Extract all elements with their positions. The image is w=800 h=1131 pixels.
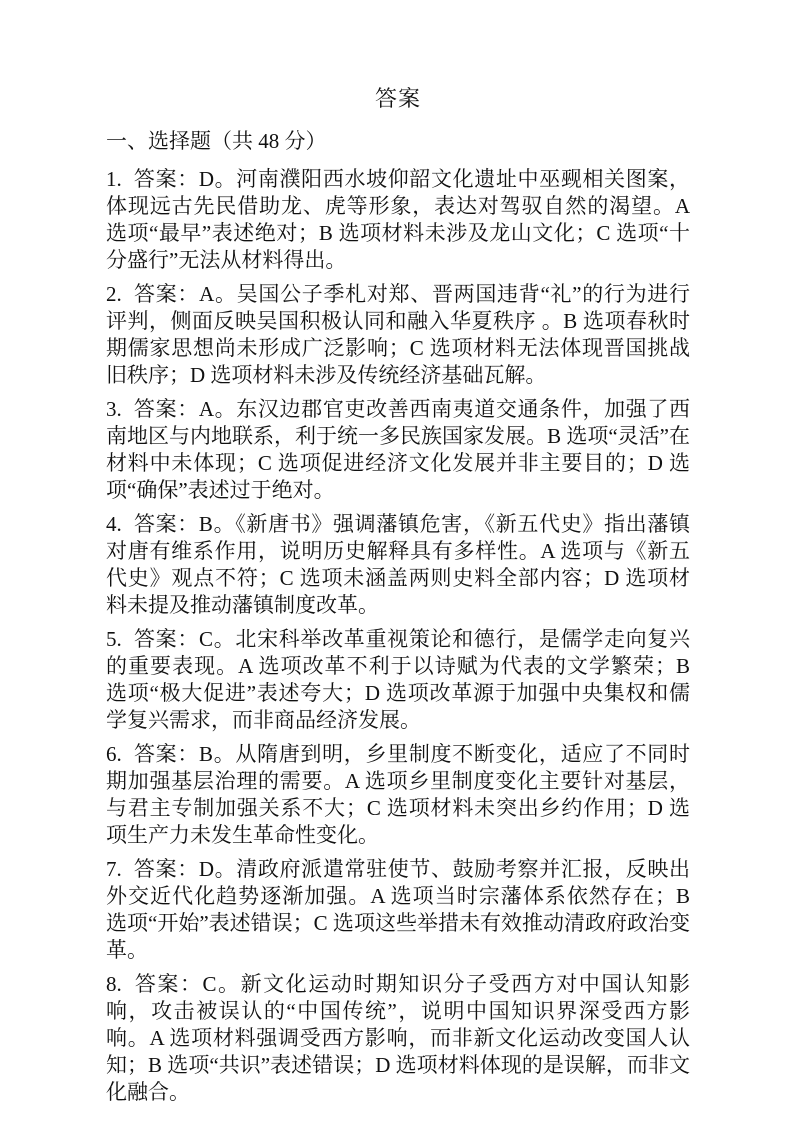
answer-text: 答案：C。新文化运动时期知识分子受西方对中国认知影响，攻击被误认的“中国传统”，说明中国知识界深受西方影响。A 选项材料强调受西方影响，而非新文化运动改变国人认知；B 选项“共识”表述错误；D 选项材料体现的是误解，而非文化融合。 — [106, 972, 690, 1104]
answer-text: 答案：A。东汉边郡官吏改善西南夷道交通条件，加强了西南地区与内地联系，利于统一多民族国家发展。B 选项“灵活”在材料中未体现；C 选项促进经济文化发展并非主要目的；D 选项“确保”表述过于绝对。 — [106, 397, 690, 502]
answer-item — [106, 511, 690, 619]
answer-item — [106, 626, 690, 734]
answer-item — [106, 166, 690, 274]
answer-text: 答案：D。清政府派遣常驻使节、鼓励考察并汇报，反映出外交近代化趋势逐渐加强。A 选项当时宗藩体系依然存在；B 选项“开始”表述错误；C 选项这些举措未有效推动清政府政治变革。 — [106, 857, 690, 962]
answer-item — [106, 396, 690, 504]
answer-text: 答案：D。河南濮阳西水坡仰韶文化遗址中巫觋相关图案，体现远古先民借助龙、虎等形象，表达对驾驭自然的渴望。A 选项“最早”表述绝对；B 选项材料未涉及龙山文化；C 选项“十分盛行”无法从材料得出。 — [106, 167, 690, 272]
answer-text: 答案：C。北宋科举改革重视策论和德行，是儒学走向复兴的重要表现。A 选项改革不利于以诗赋为代表的文学繁荣；B 选项“极大促进”表述夸大；D 选项改革源于加强中央集权和儒学复兴需求，而非商品经济发展。 — [106, 627, 690, 732]
answer-text: 答案：A。吴国公子季札对郑、晋两国违背“礼”的行为进行评判，侧面反映吴国积极认同和融入华夏秩序 。B 选项春秋时期儒家思想尚未形成广泛影响；C 选项材料无法体现晋国挑战旧秩序；D 选项材料未涉及传统经济基础瓦解。 — [106, 282, 690, 387]
answer-item — [106, 971, 690, 1106]
document-title: 答案 — [374, 86, 421, 111]
answer-text: 答案：B。从隋唐到明，乡里制度不断变化，适应了不同时期加强基层治理的需要。A 选项乡里制度变化主要针对基层，与君主专制加强关系不大；C 选项材料未突出乡约作用；D 选项生产力未发生革命性变化。 — [106, 742, 690, 847]
section-header: 一、选择题（共 48 分） — [106, 129, 327, 153]
answer-item — [106, 281, 690, 389]
answer-number: 6. — [106, 742, 122, 766]
answer-item — [106, 856, 690, 964]
answer-number: 3. — [106, 397, 122, 421]
answer-list — [106, 166, 690, 1106]
answer-number: 2. — [106, 282, 122, 306]
answer-number: 4. — [106, 512, 122, 536]
answer-number: 5. — [106, 627, 122, 651]
answer-number: 1. — [106, 167, 122, 191]
answer-text: 答案：B。《新唐书》强调藩镇危害，《新五代史》指出藩镇对唐有维系作用，说明历史解释具有多样性。A 选项与《新五代史》观点不符；C 选项未涵盖两则史料全部内容；D 选项材料未提及推动藩镇制度改革。 — [106, 512, 690, 617]
answer-number: 8. — [106, 972, 122, 996]
answer-number: 7. — [106, 857, 122, 881]
answer-item — [106, 741, 690, 849]
